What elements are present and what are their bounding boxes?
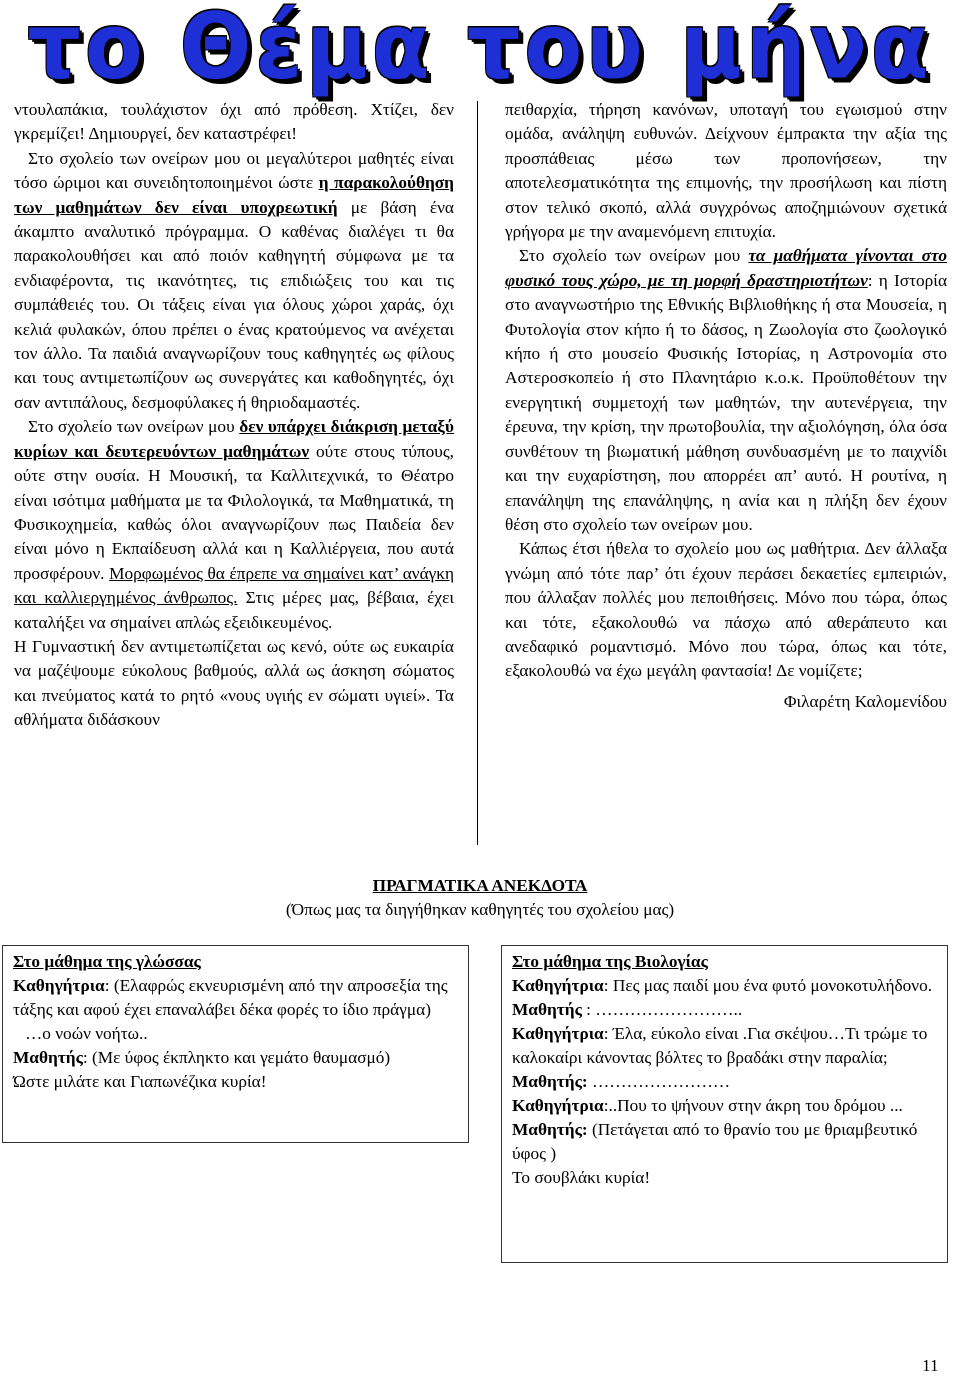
paragraph: ντουλαπάκια, τουλάχιστον όχι από πρόθεση. Χτίζει, δεν γκρεμίζει! Δημιουργεί, δεν καταστρέφει!: [14, 100, 454, 144]
dialogue-line: Το σουβλάκι κυρία!: [512, 1168, 651, 1187]
column-divider: [477, 101, 478, 845]
dialogue-line: Καθηγήτρια:..Που το ψήνουν στην άκρη του δρόμου ...: [512, 1096, 903, 1115]
paragraph: Η Γυμναστική δεν αντιμετωπίζεται ως κενό, ούτε ως ευκαιρία να μαζέψουμε εύκολους βαθμούς, αλλά ως άσκηση σώματος και πνεύματος κατά το ρητό «νους υγιής εν σώματι υγιεί». Τα αθλήματα διδάσκουν: [14, 636, 454, 730]
paragraph: Στο σχολείο των ονείρων μου δεν υπάρχει διάκριση μεταξύ κυρίων και δευτερευόντων μαθημάτων ούτε στους τύπους, ούτε στην ουσία. Η Μουσική, τα Καλλιτεχνικά, το Θέατρο είναι ισότιμα μαθήματα με τα Φιλολογικά, τα Μαθηματικά, τη Φυσικοχημεία, καθώς όλοι αναγνωρίζουν πως Παιδεία δεν είναι μόνο η Εκπαίδευση αλλά και η Καλλιέργεια, που αυτά προσφέρουν. Μορφωμένος θα έπρεπε να σημαίνει κατ’ ανάγκη και καλλιεργημένος άνθρωπος. Στις μέρες μας, βέβαια, έχει καταλήξει να σημαίνει απλώς εξειδικευμένος.: [14, 417, 455, 632]
box-heading: Στο μάθημα της γλώσσας: [13, 952, 201, 971]
dialogue-line: Καθηγήτρια: Πες μας παιδί μου ένα φυτό μονοκοτυλήδονο.: [512, 976, 933, 995]
dialogue-line: Καθηγήτρια: Έλα, εύκολο είναι .Για σκέψου…Τι τρώμε το καλοκαίρι κάνοντας βόλτες το βραδάκι στην παραλία;: [512, 1024, 928, 1067]
dialogue-line: Μαθητής : ……………………..: [512, 1000, 743, 1019]
paragraph: Κάπως έτσι ήθελα το σχολείο μου ως μαθήτρια. Δεν άλλαξα γνώμη από τότε παρ’ ότι έχουν περάσει δεκαετίες εμπειριών, που άλλαξαν πολλές μου πεποιθήσεις. Μόνο που τώρα, όπως και τότε, εξακολουθώ να πάσχω από αθεράπευτο και ανεδαφικό ρομαντισμό. Μόνο που τώρα, όπως και τότε, εξακολουθώ να έχω μεγάλη φαντασία! Δε νομίζετε;: [505, 539, 947, 681]
banner-title: [0, 0, 960, 99]
anecdote-box-language: [2, 945, 469, 1143]
banner-title-text: το Θέμα του μήνα: [27, 0, 933, 99]
dialogue-line: Μαθητής: (Πετάγεται από το θρανίο του με θριαμβευτικό ύφος ): [512, 1120, 918, 1163]
dialogue-line: Μαθητής: (Με ύφος έκπληκτο και γεμάτο θαυμασμό): [13, 1048, 391, 1067]
dialogue-line: Ώστε μιλάτε και Γιαπωνέζικα κυρία!: [13, 1072, 267, 1091]
emphasis: η παρακολούθηση των μαθημάτων δεν είναι υποχρεωτική: [14, 173, 454, 217]
emphasis: τα μαθήματα γίνονται στο φυσικό τους χώρο, με τη μορφή δραστηριοτήτων: [505, 246, 947, 290]
left-column: [14, 98, 454, 733]
author-signature: Φιλαρέτη Καλομενίδου: [783, 691, 947, 711]
paragraph: πειθαρχία, τήρηση κανόνων, υποταγή του εγωισμού στην ομάδα, ανάληψη ευθυνών. Δείχνουν έμπρακτα την αξία της προσπάθειας μέσω των προπονήσεων, την αποτελεσματικότητα της επιμονής, την προσήλωση και πίστη στον τελικό σκοπό, αλλά συγχρόνως αποζημιώνουν σχετικά γρήγορα με την αναμενόμενη επιτυχία.: [505, 100, 947, 242]
dialogue-line: Καθηγήτρια: (Ελαφρώς εκνευρισμένη από την απροσεξία της τάξης και αφού έχει επαναλάβει δέκα φορές το ίδιο πράγμα): [13, 976, 448, 1019]
paragraph: Στο σχολείο των ονείρων μου οι μεγαλύτεροι μαθητές είναι τόσο ώριμοι και συνειδητοποιημένοι ώστε η παρακολούθηση των μαθημάτων δεν είναι υποχρεωτική με βάση ένα άκαμπτο αναλυτικό πρόγραμμα. Ο καθένας διαλέγει τι θα παρακολουθήσει και από ποιόν καθηγητή σύμφωνα με τα ενδιαφέροντα, τις ικανότητες, τις επιδιώξεις του και τις συμπάθειές του. Οι τάξεις είναι για όλους χώροι χαράς, όχι κελιά φυλακών, όπου πρέπει ο ένας κρατούμενος να ανέχεται τον άλλο. Τα παιδιά αναγνωρίζουν τους καθηγητές ως φίλους και τους αντιμετωπίζουν ως συνεργάτες και καθοδηγητές, όχι σαν αντιπάλους, δεσμοφύλακες ή θηριοδαμαστές.: [14, 148, 454, 412]
dialogue-line: Μαθητής: ……………………: [512, 1072, 731, 1091]
page-number: 11: [922, 1356, 939, 1375]
anecdote-box-biology: [501, 945, 948, 1263]
anecdotes-header: [0, 874, 960, 922]
right-column: [505, 98, 947, 714]
underlined-text: Μορφωμένος θα έπρεπε να σημαίνει κατ’ ανάγκη και καλλιεργημένος άνθρωπος.: [14, 563, 455, 608]
dialogue-line: …ο νοών νοήτω..: [25, 1024, 148, 1043]
box-heading: Στο μάθημα της Βιολογίας: [512, 952, 708, 971]
emphasis: δεν υπάρχει διάκριση μεταξύ κυρίων και δευτερευόντων μαθημάτων: [14, 417, 454, 461]
anecdotes-subtitle: (Όπως μας τα διηγήθηκαν καθηγητές του σχολείου μας): [285, 900, 675, 919]
anecdotes-title: ΠΡΑΓΜΑΤΙΚΑ ΑΝΕΚΔΟΤΑ: [372, 876, 588, 895]
paragraph: Στο σχολείο των ονείρων μου τα μαθήματα γίνονται στο φυσικό τους χώρο, με τη μορφή δραστηριοτήτων: η Ιστορία στο αναγνωστήριο της Εθνικής Βιβλιοθήκης ή στα Μουσεία, η Φυτολογία στον κήπο ή το δάσος, η Ζωολογία στο ζωολογικό κήπο ή στο μουσείο Φυσικής Ιστορίας, η Αστρονομία στο Αστεροσκοπείο ή στο Πλανητάριο κ.ο.κ. Προϋποθέτουν την ενεργητική συμμετοχή των μαθητών, την αυτενέργεια, την έρευνα, την κρίση, την πρωτοβουλία, την αξιολόγηση, όλα όσα συνθέτουν τη βιωματική μάθηση συνδυασμένη με το παιχνίδι και την ευχαρίστηση, που απορρέει απ’ αυτό. Η ρουτίνα, η επανάληψη της επανάληψης, η ανία και η πλήξη δεν έχουν θέση στο σχολείο των ονείρων μου.: [505, 246, 947, 534]
